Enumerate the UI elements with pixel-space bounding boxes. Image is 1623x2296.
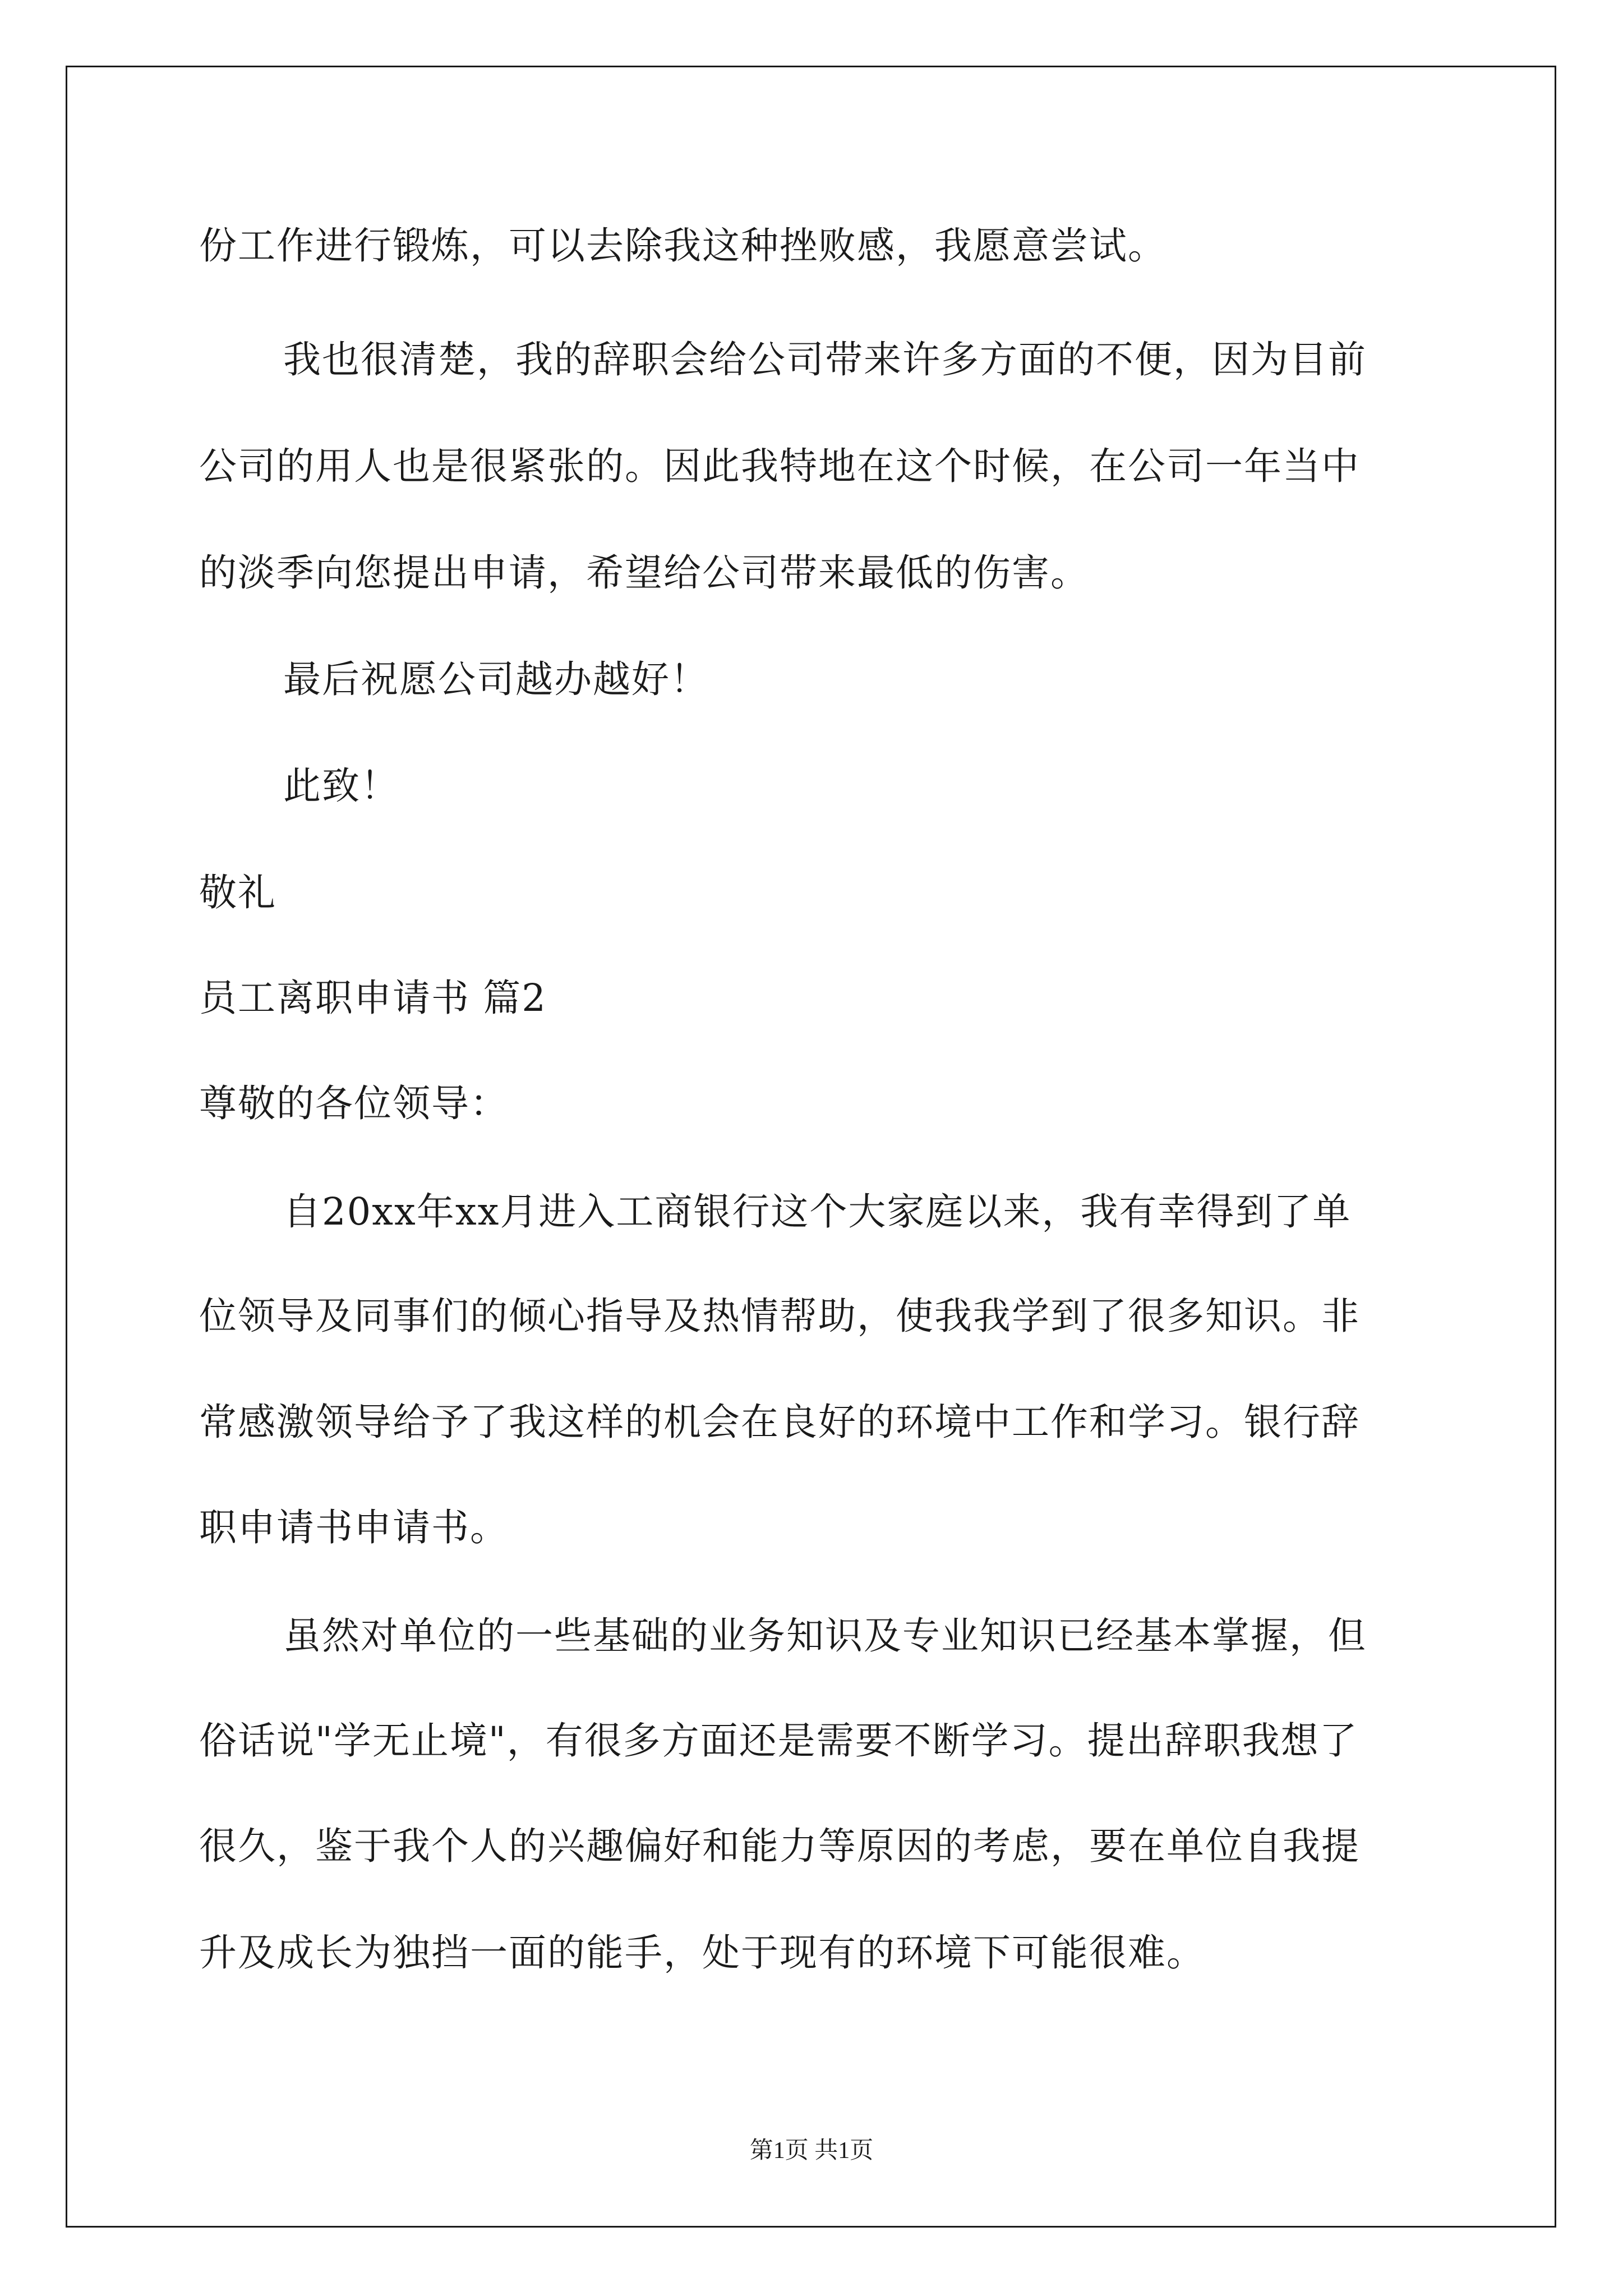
text-line: 很久，鉴于我个人的兴趣偏好和能力等原因的考虑，要在单位自我提 [199, 1824, 1360, 1868]
text-line: 常感激领导给予了我这样的机会在良好的环境中工作和学习。银行辞 [199, 1400, 1360, 1444]
text-line: 份工作进行锻炼，可以去除我这种挫败感，我愿意尝试。 [199, 224, 1166, 268]
text-line: 俗话说"学无止境"，有很多方面还是需要不断学习。提出辞职我想了 [199, 1719, 1358, 1763]
page-number-footer: 第1页 共1页 [749, 2138, 874, 2164]
text-line: 敬礼 [199, 871, 276, 914]
text-line: 升及成长为独挡一面的能手，处于现有的环境下可能很难。 [199, 1931, 1205, 1975]
text-line: 最后祝愿公司越办越好！ [283, 657, 709, 701]
text-line: 虽然对单位的一些基础的业务知识及专业知识已经基本掌握，但 [283, 1614, 1367, 1658]
text-line: 此致！ [283, 764, 399, 808]
text-line: 公司的用人也是很紧张的。因此我特地在这个时候，在公司一年当中 [199, 444, 1360, 488]
text-line: 职申请书申请书。 [199, 1506, 509, 1549]
text-line: 自20xx年xx月进入工商银行这个大家庭以来，我有幸得到了单 [283, 1190, 1352, 1234]
text-line: 位领导及同事们的倾心指导及热情帮助，使我我学到了很多知识。非 [199, 1294, 1360, 1338]
salutation: 尊敬的各位领导： [199, 1082, 509, 1125]
page-border [66, 66, 1556, 2228]
section-heading: 员工离职申请书 篇2 [199, 976, 547, 1020]
text-line: 的淡季向您提出申请，希望给公司带来最低的伤害。 [199, 551, 1089, 595]
text-line: 我也很清楚，我的辞职会给公司带来许多方面的不便，因为目前 [283, 338, 1367, 381]
